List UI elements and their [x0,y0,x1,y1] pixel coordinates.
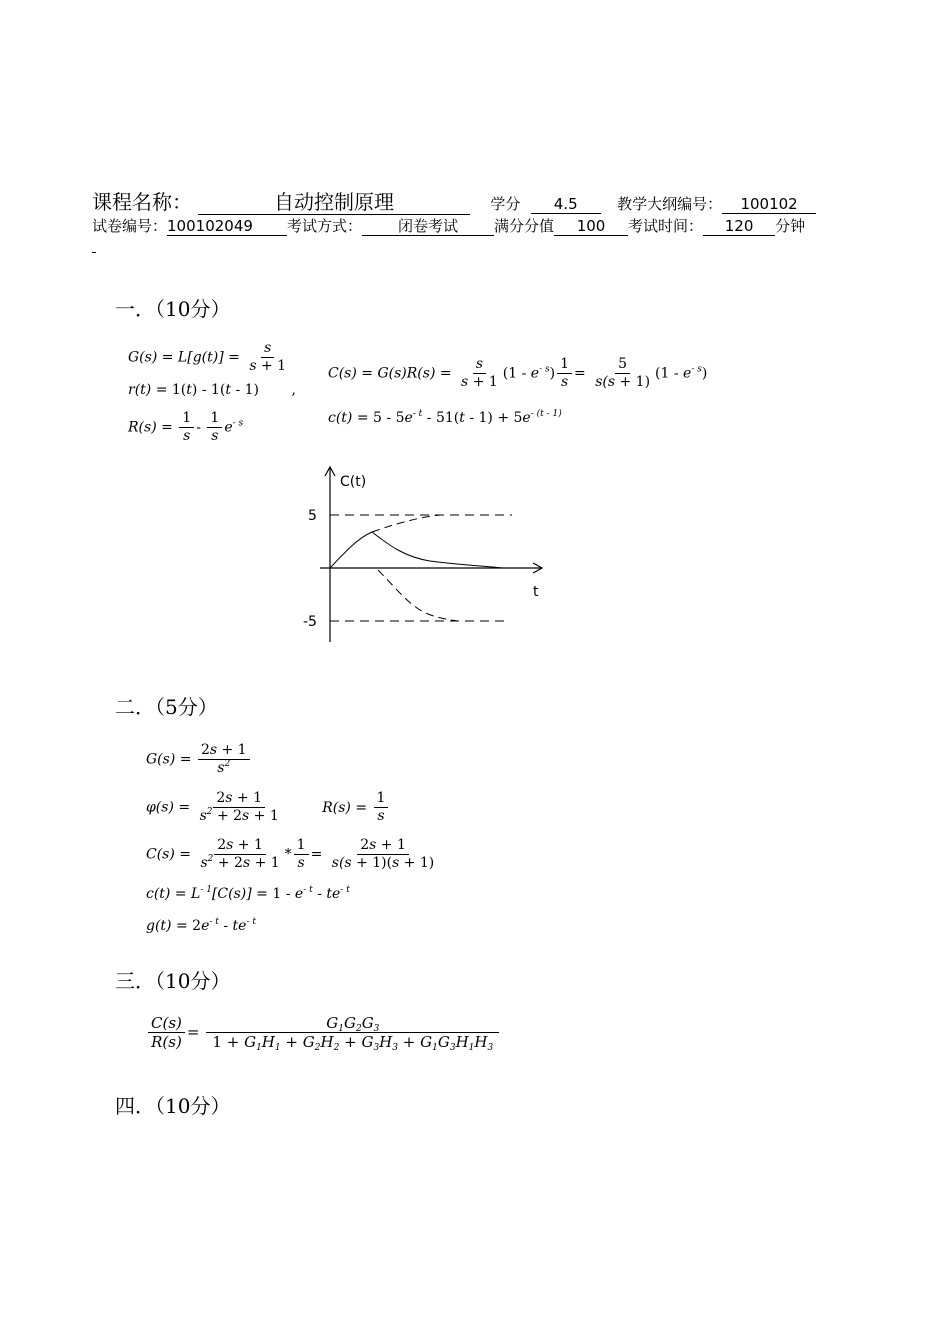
section-3-title: 三．（10分） [115,969,231,993]
exam-mode-value: 闭卷考试 [362,218,494,236]
course-name: 自动控制原理 [198,191,470,215]
syllabus-label: 教学大纲编号： [617,195,723,213]
tick-label-neg5: -5 [303,614,317,630]
eq2-C: C(s) = $\frac{2s + 1}{s^2 + 2s + 1}$ * $\frac{1}{s}$ = $\frac{2s + 1}{s(s + 1)(s + 1)}$ [146,837,435,871]
course-label: 课程名称： [92,190,192,214]
full-score-value: 100 [554,218,628,236]
graph-xlabel: t [533,584,539,600]
eq3-transfer: $\frac{C(s)}{R(s)}$ = $\frac{G_1G_2G_3}{1 + G_1H_1 + G_2H_2 + G_3H_3 + G_1G_3H_1H_3}$ [146,1014,501,1052]
header-line-2 [92,215,805,236]
eq-C-output: C(s) = G(s)R(s) = $\frac{s}{s + 1}$ $(1 - e^{- s})$ $\frac{1}{s}$ = $\frac{5}{s(s + 1)}$ $(1 - e^{- s})$ [328,356,708,390]
eq-G-laplace: G(s) = L[g(t)] = $\frac{s}{s + 1}$ [128,340,287,374]
credit-label: 学分 [490,195,521,213]
paper-no-label: 试卷编号： [92,217,168,235]
section-4-title: 四．（10分） [115,1094,231,1118]
full-score-label: 满分分值 [494,217,555,235]
syllabus-value: 100102 [722,196,816,214]
eq2-g-time: $g(t) = 2e^{- t} - te^{- t}$ [146,917,256,934]
section-1-title: 一．（10分） [115,297,231,321]
minutes-label: 分钟 [775,217,806,235]
eq2-phi: φ(s) = $\frac{2s + 1}{s^2 + 2s + 1}$ R(s) = $\frac{1}{s}$ [146,790,390,825]
stray-mark [92,252,96,253]
eq2-c-time: $c(t) = L^{- 1}[C(s)] = 1 - e^{- t} - te^{- t}$ [146,885,350,902]
paper-no-value: 100102049 [167,218,287,236]
eq2-G: G(s) = $\frac{2s + 1}{s^2}$ [146,742,252,777]
step-response-dashed [372,515,440,532]
eq-R-laplace: R(s) = $\frac{1}{s}$ - $\frac{1}{s}$ $e^{- s}$ [128,410,244,444]
header-line-1 [92,186,816,215]
exam-time-value: 120 [703,218,775,236]
exam-mode-label: 考试方式： [287,217,363,235]
eq-c-time: $c(t) = 5 - 5e^{- t} - 51(t - 1) + 5e^{- (t - 1)}$ [328,409,562,426]
delayed-negative-dashed [378,570,458,621]
credit-value: 4.5 [531,196,601,214]
graph-ylabel: C(t) [340,474,367,490]
tick-label-5: 5 [308,508,317,524]
section-2-title: 二．（5分） [115,695,218,719]
output-curve [330,532,503,568]
exam-time-label: 考试时间： [628,217,704,235]
response-graph [300,462,560,647]
eq-r-input: r(t) = 1(t) - 1(t - 1) , [128,382,296,398]
